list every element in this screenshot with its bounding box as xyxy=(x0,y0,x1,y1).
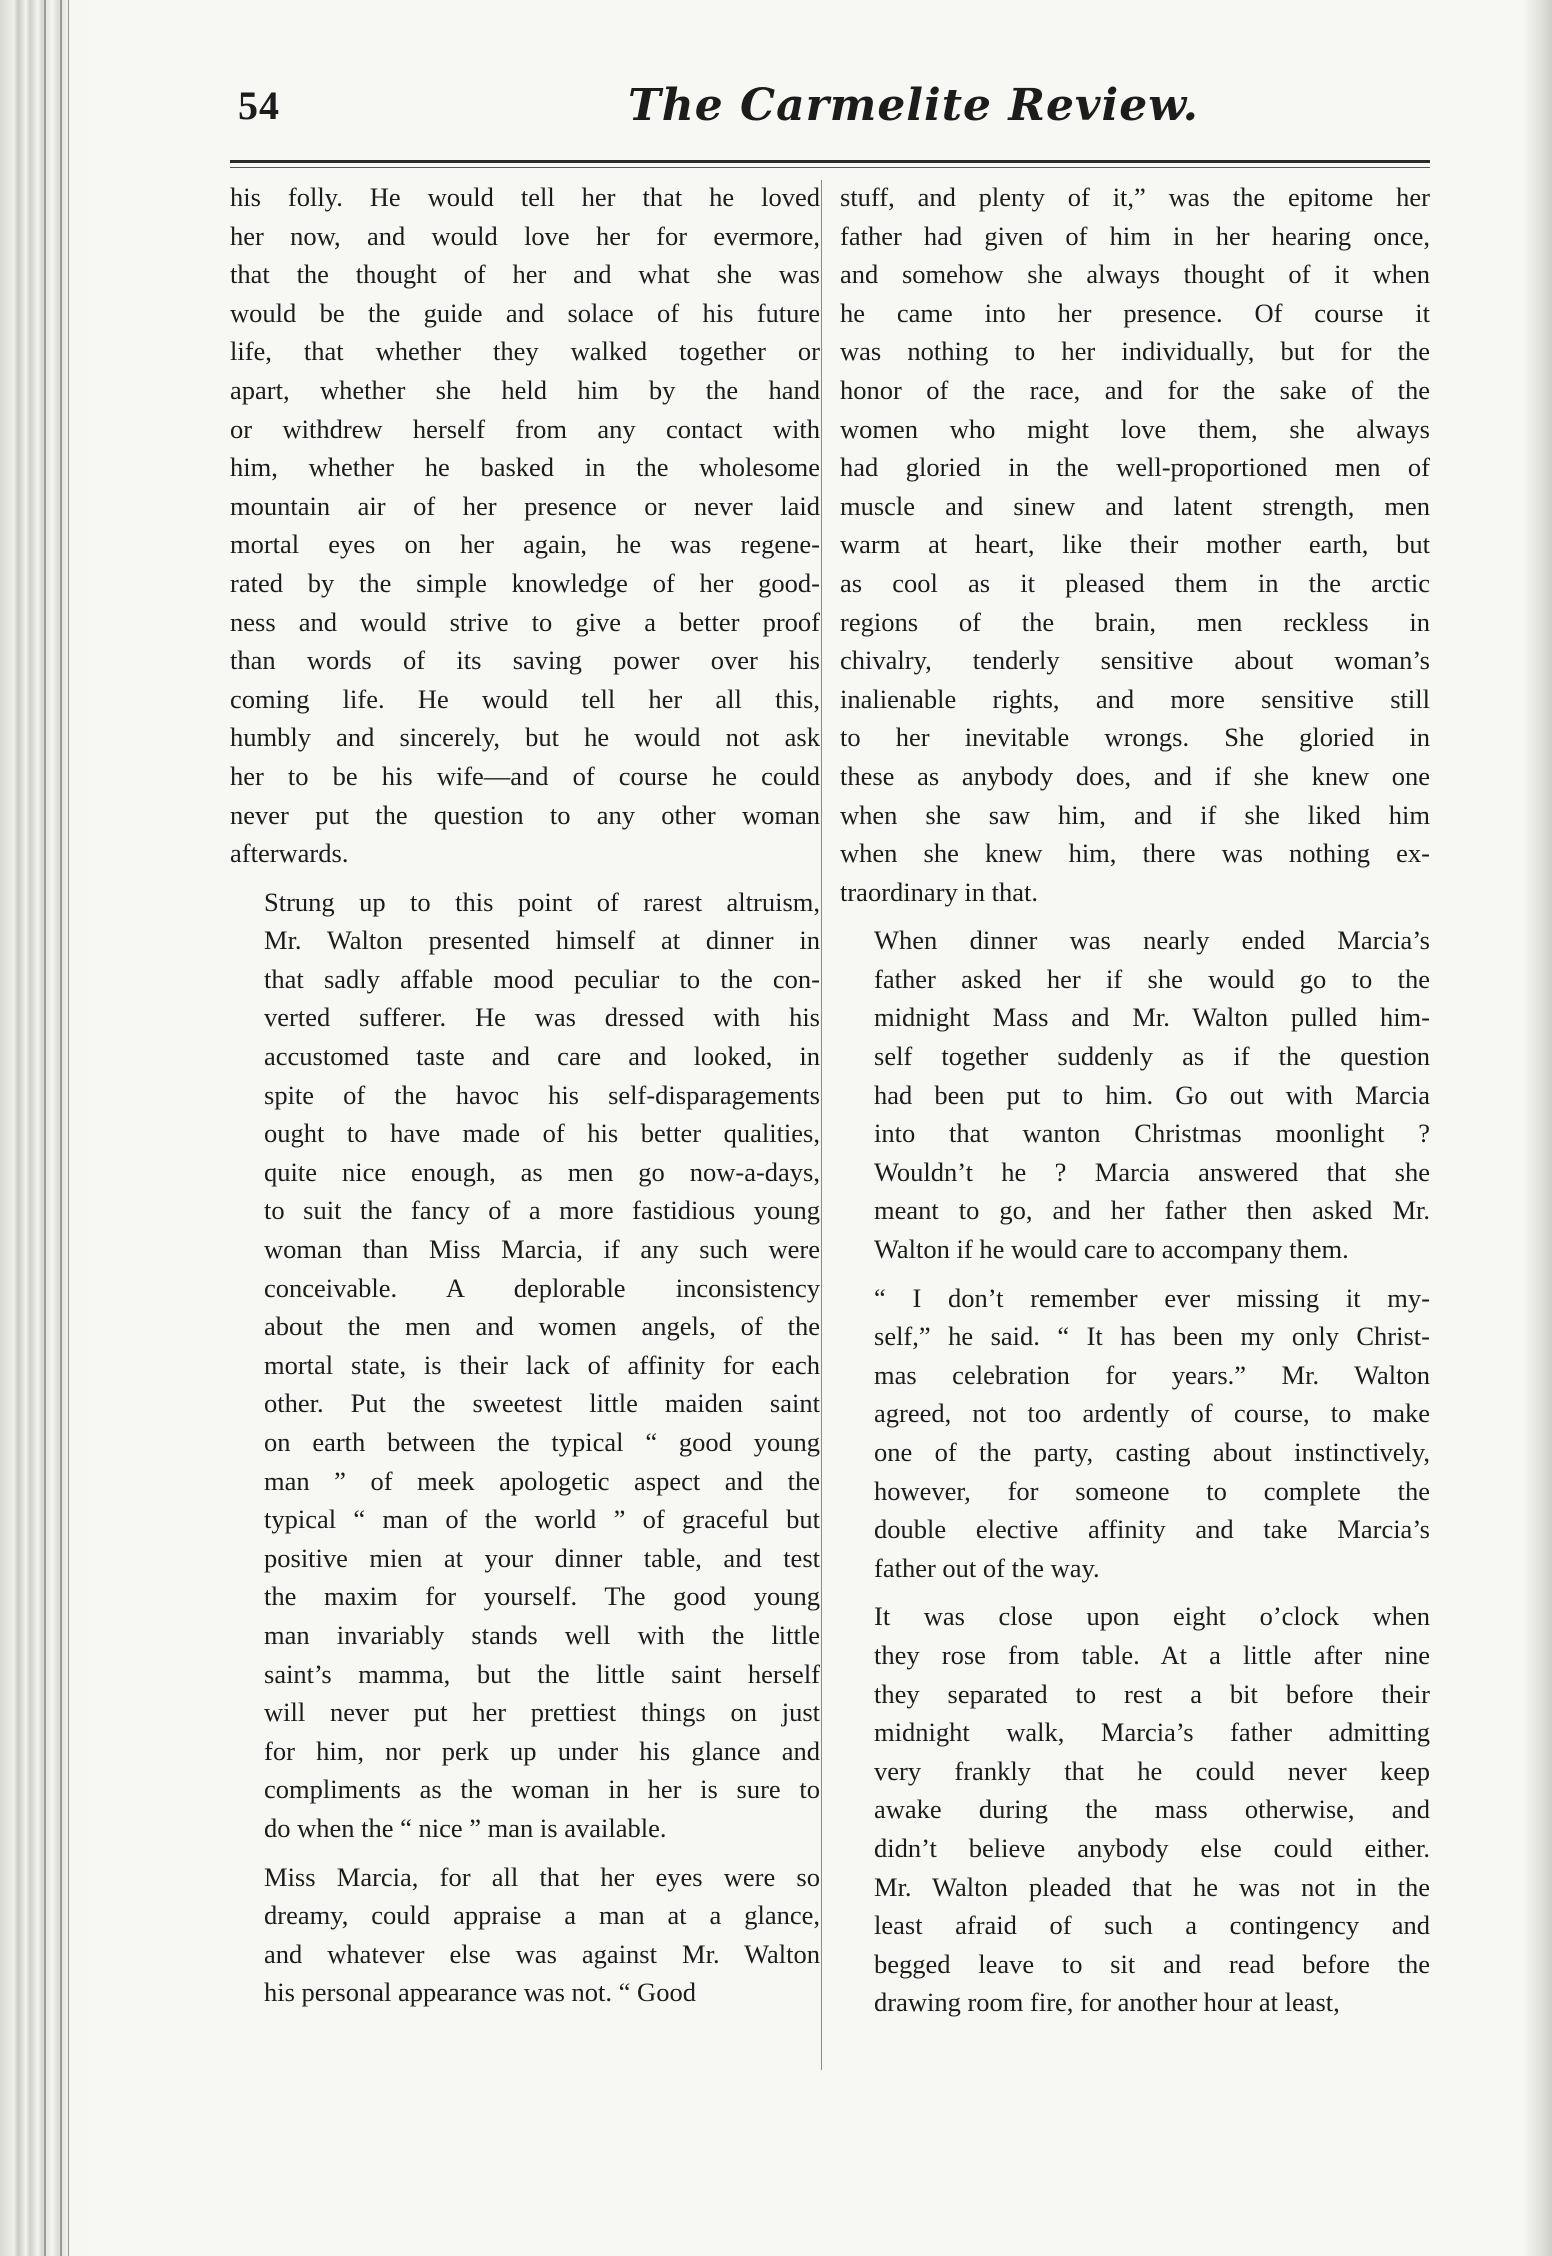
text-line: coming life. He would tell her all this, xyxy=(230,683,820,714)
text-line: to her inevitable wrongs. She gloried in xyxy=(840,722,1430,753)
text-line: inalienable rights, and more sensitive still xyxy=(840,683,1430,714)
text-line: about the men and women angels, of the xyxy=(264,1311,820,1342)
paragraph xyxy=(230,1858,820,2012)
text-line: had been put to him. Go out with Marcia xyxy=(874,1079,1430,1110)
text-line: his personal appearance was not. “ Good xyxy=(264,1977,696,2008)
page-edge xyxy=(1522,0,1552,2256)
running-header xyxy=(238,76,1428,146)
text-line: other. Put the sweetest little maiden saint xyxy=(264,1388,820,1419)
text-line: double elective affinity and take Marcia’s xyxy=(874,1514,1430,1545)
text-line: father had given of him in her hearing once, xyxy=(840,220,1430,251)
text-line: positive mien at your dinner table, and test xyxy=(264,1542,820,1573)
text-line: and somehow she always thought of it when xyxy=(840,259,1430,290)
text-line: warm at heart, like their mother earth, but xyxy=(840,529,1430,560)
right-column xyxy=(840,178,1430,2032)
text-line: father out of the way. xyxy=(874,1552,1100,1583)
text-line: that sadly affable mood peculiar to the con- xyxy=(264,963,820,994)
text-line: and whatever else was against Mr. Walton xyxy=(264,1938,820,1969)
text-line: his folly. He would tell her that he loved xyxy=(230,182,820,212)
text-line: father asked her if she would go to the xyxy=(874,963,1430,994)
text-line: for him, nor perk up under his glance and xyxy=(264,1735,820,1766)
text-line: him, whether he basked in the wholesome xyxy=(230,452,820,483)
text-line: rated by the simple knowledge of her good- xyxy=(230,567,820,598)
text-line: was nothing to her individually, but for the xyxy=(840,336,1430,367)
text-line: regions of the brain, men reckless in xyxy=(840,606,1430,637)
page-gutter xyxy=(0,0,96,2256)
text-line: midnight Mass and Mr. Walton pulled him- xyxy=(874,1002,1430,1033)
text-line: to suit the fancy of a more fastidious young xyxy=(264,1195,820,1226)
text-line: mountain air of her presence or never laid xyxy=(230,490,820,521)
text-line: life, that whether they walked together or xyxy=(230,336,820,367)
text-line: humbly and sincerely, but he would not ask xyxy=(230,722,820,753)
text-line: mortal eyes on her again, he was regene- xyxy=(230,529,820,560)
text-line: man ” of meek apologetic aspect and the xyxy=(264,1465,820,1496)
text-line: conceivable. A deplorable inconsistency xyxy=(264,1272,820,1303)
text-line: as cool as it pleased them in the arctic xyxy=(840,567,1430,598)
text-line: very frankly that he could never keep xyxy=(874,1755,1430,1786)
text-line: when she knew him, there was nothing ex- xyxy=(840,838,1430,869)
paragraph xyxy=(230,178,820,873)
text-line: afterwards. xyxy=(230,838,349,869)
text-line: her to be his wife—and of course he could xyxy=(230,760,820,791)
text-line: had gloried in the well-proportioned men of xyxy=(840,452,1430,483)
text-line: didn’t believe anybody else could either. xyxy=(874,1832,1430,1863)
header-rule-thin xyxy=(230,167,1430,168)
text-line: Mr. Walton pleaded that he was not in the xyxy=(874,1871,1430,1902)
text-line: meant to go, and her father then asked Mr. xyxy=(874,1195,1430,1226)
text-line: Walton if he would care to accompany them. xyxy=(874,1234,1349,1265)
text-line: he came into her presence. Of course it xyxy=(840,297,1430,328)
text-line: women who might love them, she always xyxy=(840,413,1430,444)
left-column xyxy=(230,178,820,2022)
text-line: when she saw him, and if she liked him xyxy=(840,799,1430,830)
binding-line xyxy=(60,0,62,2256)
text-line: the maxim for yourself. The good young xyxy=(264,1581,820,1612)
text-line: chivalry, tenderly sensitive about woman’s xyxy=(840,645,1430,676)
text-line: When dinner was nearly ended Marcia’s xyxy=(874,925,1430,956)
header-rule xyxy=(230,160,1430,163)
binding-line xyxy=(44,0,46,2256)
text-line: will never put her prettiest things on just xyxy=(264,1697,820,1728)
text-line: mortal state, is their lack of affinity for each xyxy=(264,1349,820,1380)
text-line: awake during the mass otherwise, and xyxy=(874,1794,1430,1825)
text-line: would be the guide and solace of his future xyxy=(230,297,820,328)
text-line: self,” he said. “ It has been my only Christ- xyxy=(874,1321,1430,1352)
text-line: woman than Miss Marcia, if any such were xyxy=(264,1234,820,1265)
column-divider xyxy=(821,180,822,2070)
text-line: honor of the race, and for the sake of the xyxy=(840,374,1430,405)
text-line: ness and would strive to give a better proof xyxy=(230,606,820,637)
journal-title: The Carmelite Review. xyxy=(628,80,1199,131)
text-line: that the thought of her and what she was xyxy=(230,259,820,290)
paragraph xyxy=(840,178,1430,911)
text-line: Miss Marcia, for all that her eyes were so xyxy=(264,1861,820,1892)
paragraph xyxy=(840,1279,1430,1588)
text-line: spite of the havoc his self-disparagements xyxy=(264,1079,820,1110)
text-line: agreed, not too ardently of course, to make xyxy=(874,1398,1430,1429)
text-line: “ I don’t remember ever missing it my- xyxy=(874,1282,1430,1313)
text-line: It was close upon eight o’clock when xyxy=(874,1601,1430,1632)
text-line: stuff, and plenty of it,” was the epitome her xyxy=(840,182,1430,212)
text-line: saint’s mamma, but the little saint herself xyxy=(264,1658,820,1689)
binding-line xyxy=(68,0,69,2256)
text-line: on earth between the typical “ good young xyxy=(264,1427,820,1457)
text-line: they rose from table. At a little after nine xyxy=(874,1639,1430,1670)
text-line: dreamy, could appraise a man at a glance, xyxy=(264,1900,820,1931)
text-line: begged leave to sit and read before the xyxy=(874,1948,1430,1979)
text-line: typical “ man of the world ” of graceful but xyxy=(264,1504,820,1535)
paragraph xyxy=(840,1597,1430,2022)
paragraph xyxy=(840,921,1430,1268)
text-line: apart, whether she held him by the hand xyxy=(230,374,820,405)
text-line: self together suddenly as if the question xyxy=(874,1041,1430,1072)
text-line: however, for someone to complete the xyxy=(874,1475,1430,1506)
text-line: verted sufferer. He was dressed with his xyxy=(264,1002,820,1033)
text-line: compliments as the woman in her is sure to xyxy=(264,1774,820,1805)
text-line: do when the “ nice ” man is available. xyxy=(264,1812,667,1843)
text-line: man invariably stands well with the little xyxy=(264,1619,820,1650)
text-line: one of the party, casting about instinctively, xyxy=(874,1437,1430,1467)
text-line: or withdrew herself from any contact with xyxy=(230,413,820,444)
text-line: Strung up to this point of rarest altruism, xyxy=(264,886,820,917)
text-line: ought to have made of his better qualities, xyxy=(264,1118,820,1149)
text-line: never put the question to any other woman xyxy=(230,799,820,830)
text-line: quite nice enough, as men go now-a-days, xyxy=(264,1156,820,1187)
text-line: Mr. Walton presented himself at dinner in xyxy=(264,925,820,956)
text-line: muscle and sinew and latent strength, men xyxy=(840,490,1430,521)
text-line: these as anybody does, and if she knew one xyxy=(840,760,1430,791)
text-line: into that wanton Christmas moonlight ? xyxy=(874,1118,1430,1149)
text-line: they separated to rest a bit before their xyxy=(874,1678,1430,1709)
text-line: least afraid of such a contingency and xyxy=(874,1910,1430,1941)
text-line: Wouldn’t he ? Marcia answered that she xyxy=(874,1156,1430,1187)
text-line: accustomed taste and care and looked, in xyxy=(264,1041,820,1072)
page-number: 54 xyxy=(238,83,280,128)
text-line: traordinary in that. xyxy=(840,876,1038,907)
text-line: drawing room fire, for another hour at least, xyxy=(874,1987,1340,2018)
text-line: than words of its saving power over his xyxy=(230,645,820,676)
paragraph xyxy=(230,883,820,1848)
text-line: mas celebration for years.” Mr. Walton xyxy=(874,1359,1430,1390)
text-line: midnight walk, Marcia’s father admitting xyxy=(874,1717,1430,1748)
text-line: her now, and would love her for evermore, xyxy=(230,220,820,251)
